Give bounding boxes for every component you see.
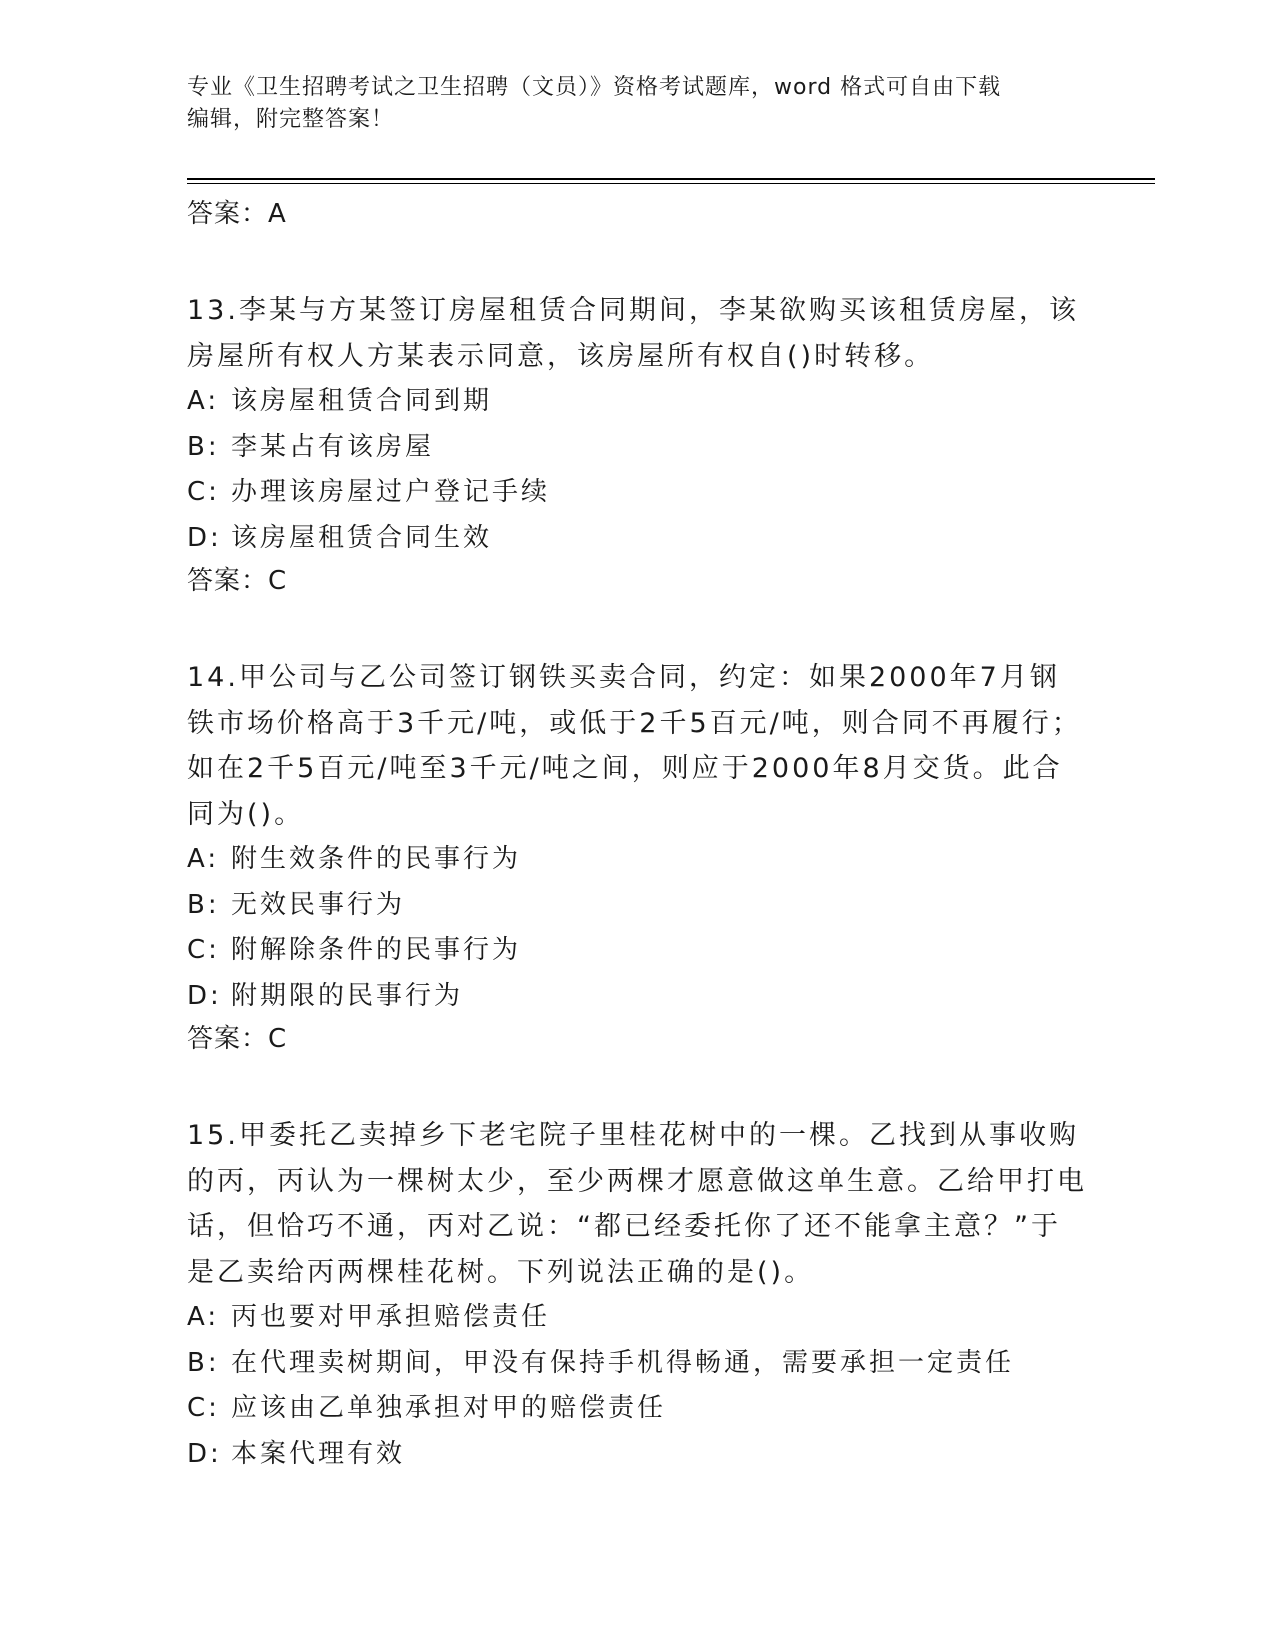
header-divider-thin: [187, 183, 1155, 184]
option-a: [187, 1295, 1087, 1341]
question-14: [187, 655, 1087, 1059]
option-text: 附生效条件的民事行为: [231, 844, 522, 874]
option-text: 该房屋租赁合同生效: [231, 522, 493, 553]
option-text: 办理该房屋过户登记手续: [231, 477, 551, 507]
option-b: [187, 883, 1087, 929]
document-header: [187, 72, 1067, 136]
option-d: [187, 516, 1087, 562]
option-text: 该房屋租赁合同到期: [231, 386, 493, 416]
header-divider-thick: [187, 178, 1155, 180]
option-key: B:: [187, 431, 220, 462]
option-text: 本案代理有效: [231, 1438, 406, 1469]
question-15: [187, 1113, 1087, 1477]
question-13: [187, 288, 1087, 601]
option-b: [187, 1341, 1087, 1387]
option-key: B:: [187, 1347, 220, 1378]
option-c: [187, 470, 1087, 516]
answer-line: 答案：C: [187, 566, 288, 596]
option-key: C:: [187, 477, 220, 507]
option-d: [187, 1432, 1087, 1478]
option-key: A:: [187, 1302, 220, 1332]
option-text: 应该由乙单独承担对甲的赔偿责任: [231, 1393, 667, 1423]
header-line-2: 编辑，附完整答案！: [187, 107, 395, 132]
option-key: A:: [187, 386, 220, 416]
option-key: A:: [187, 844, 220, 874]
document-body: [187, 190, 1087, 1477]
option-text: 附解除条件的民事行为: [231, 935, 522, 965]
header-line-1: 专业《卫生招聘考试之卫生招聘（文员）》资格考试题库，word 格式可自由下载: [187, 75, 1002, 100]
option-text: 丙也要对甲承担赔偿责任: [231, 1302, 551, 1332]
option-key: D:: [187, 1438, 222, 1469]
option-key: D:: [187, 980, 222, 1011]
option-key: C:: [187, 935, 220, 965]
question-stem: 13.李某与方某签订房屋租赁合同期间，李某欲购买该租赁房屋，该房屋所有权人方某表示同意，该房屋所有权自()时转移。: [187, 295, 1079, 372]
option-text: 无效民事行为: [231, 889, 406, 920]
option-text: 李某占有该房屋: [231, 431, 435, 462]
option-a: [187, 379, 1087, 425]
question-stem: 15.甲委托乙卖掉乡下老宅院子里桂花树中的一棵。乙找到从事收购的丙，丙认为一棵树太少，至少两棵才愿意做这单生意。乙给甲打电话，但恰巧不通，丙对乙说：“都已经委托你了还不能拿主意？”于是乙卖给丙两棵桂花树。下列说法正确的是()。: [187, 1120, 1087, 1288]
option-key: C:: [187, 1393, 220, 1423]
option-b: [187, 425, 1087, 471]
option-key: D:: [187, 522, 222, 553]
answer-line: 答案：A: [187, 199, 287, 229]
option-d: [187, 974, 1087, 1020]
option-text: 附期限的民事行为: [231, 980, 464, 1011]
option-key: B:: [187, 889, 220, 920]
option-a: [187, 837, 1087, 883]
answer-line: 答案：C: [187, 1024, 288, 1054]
option-text: 在代理卖树期间，甲没有保持手机得畅通，需要承担一定责任: [231, 1347, 1015, 1378]
option-c: [187, 1386, 1087, 1432]
option-c: [187, 928, 1087, 974]
question-stem: 14.甲公司与乙公司签订钢铁买卖合同，约定：如果2000年7月钢铁市场价格高于3千元/吨，或低于2千5百元/吨，则合同不再履行；如在2千5百元/吨至3千元/吨之间，则应于2000年8月交货。此合同为()。: [187, 662, 1082, 830]
